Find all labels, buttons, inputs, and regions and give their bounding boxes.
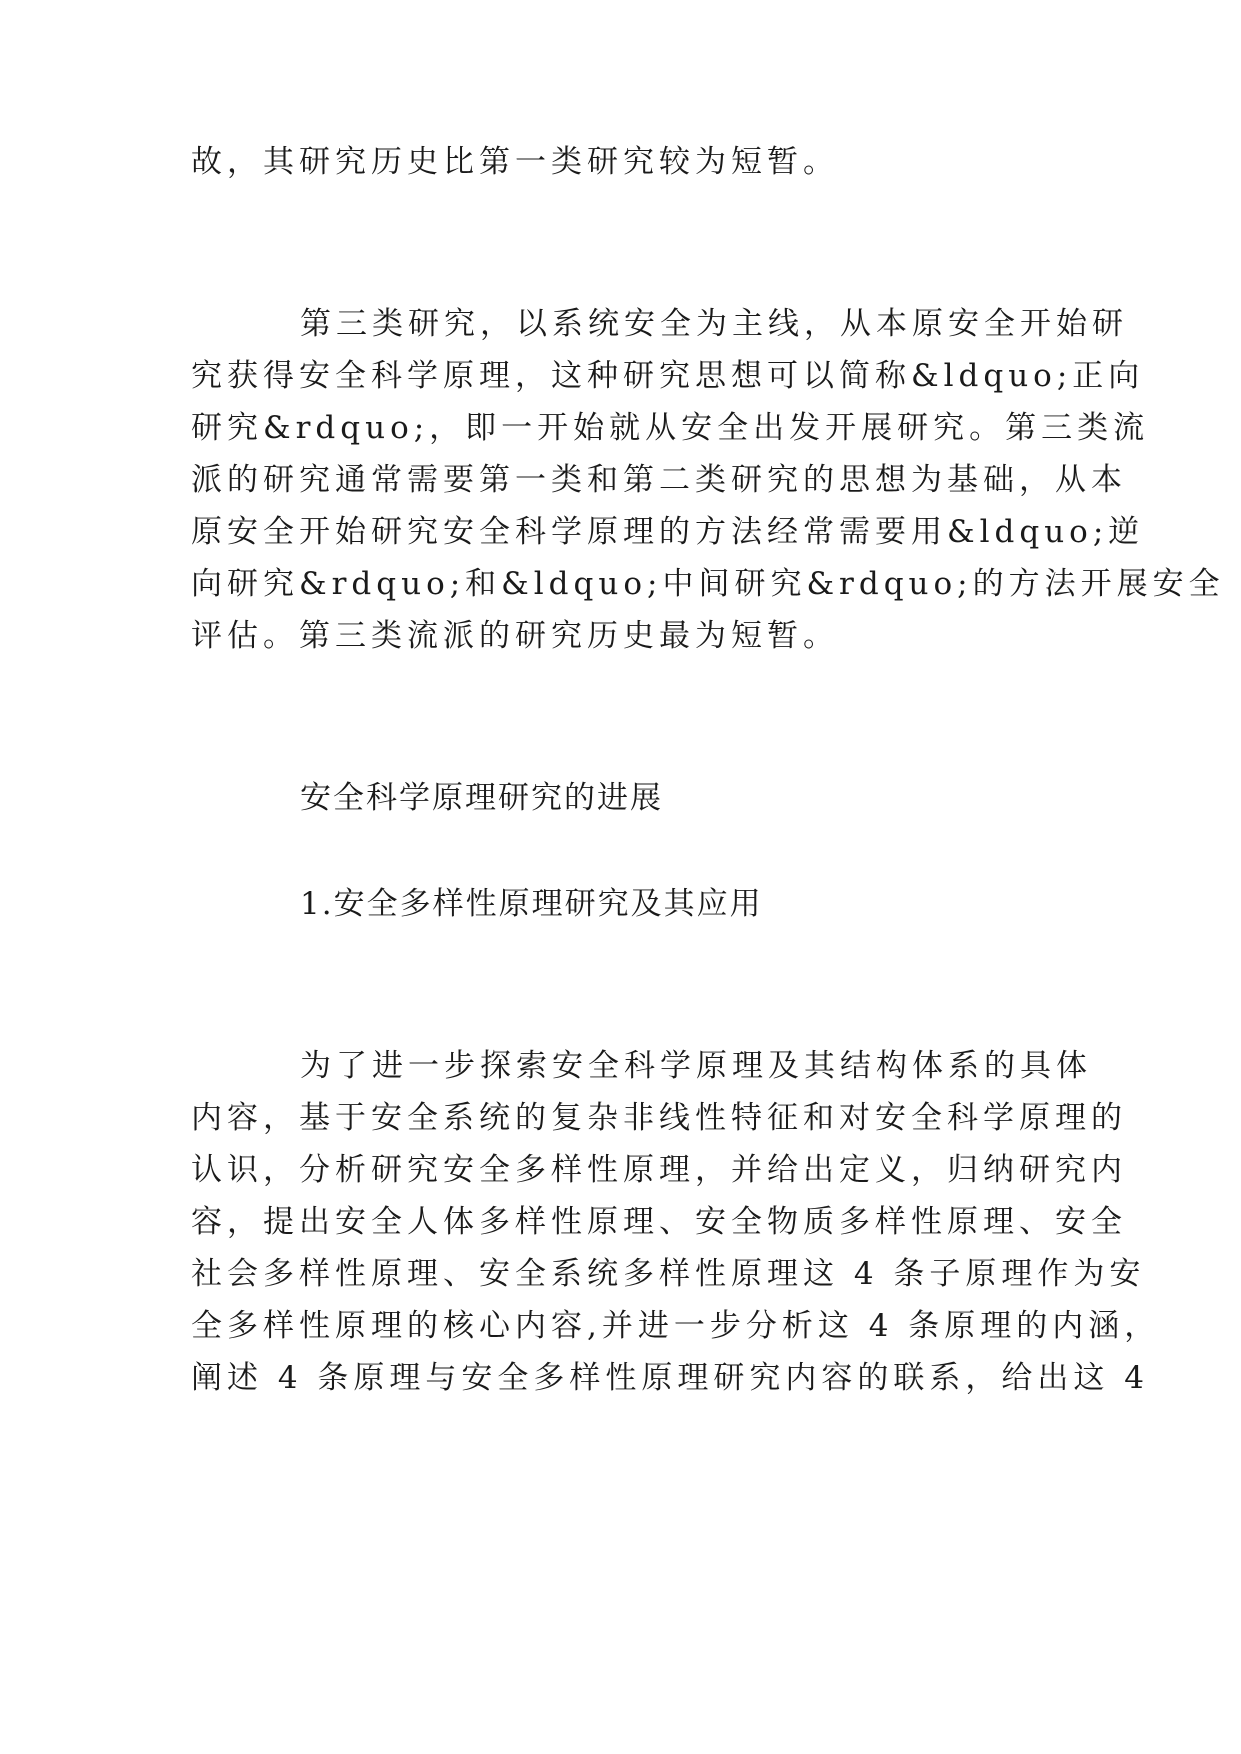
subsection-title: 1.安全多样性原理研究及其应用 (300, 886, 763, 922)
paragraph-line: 为了进一步探索安全科学原理及其结构体系的具体 (300, 1048, 1092, 1084)
paragraph-line: 原安全开始研究安全科学原理的方法经常需要用&ldquo;逆 (191, 514, 1145, 550)
paragraph-line: 全多样性原理的核心内容,并进一步分析这 4 条原理的内涵， (191, 1308, 1161, 1344)
paragraph-line: 容，提出安全人体多样性原理、安全物质多样性原理、安全 (191, 1204, 1127, 1240)
paragraph-line: 究获得安全科学原理，这种研究思想可以简称&ldquo;正向 (191, 358, 1145, 394)
section-title: 安全科学原理研究的进展 (300, 780, 663, 816)
paragraph-line: 认识，分析研究安全多样性原理，并给出定义，归纳研究内 (191, 1152, 1127, 1188)
paragraph-line: 内容，基于安全系统的复杂非线性特征和对安全科学原理的 (191, 1100, 1127, 1136)
paragraph-line: 故，其研究历史比第一类研究较为短暂。 (191, 144, 839, 180)
paragraph-line: 研究&rdquo;，即一开始就从安全出发开展研究。第三类流 (191, 410, 1150, 446)
paragraph-line: 阐述 4 条原理与安全多样性原理研究内容的联系，给出这 4 (191, 1360, 1150, 1396)
paragraph-line: 派的研究通常需要第一类和第二类研究的思想为基础，从本 (191, 462, 1127, 498)
paragraph-line: 第三类研究，以系统安全为主线，从本原安全开始研 (300, 306, 1128, 342)
paragraph-line: 评估。第三类流派的研究历史最为短暂。 (191, 618, 839, 654)
paragraph-line: 社会多样性原理、安全系统多样性原理这 4 条子原理作为安 (191, 1256, 1146, 1292)
paragraph-line: 向研究&rdquo;和&ldquo;中间研究&rdquo;的方法开展安全 (191, 566, 1225, 602)
